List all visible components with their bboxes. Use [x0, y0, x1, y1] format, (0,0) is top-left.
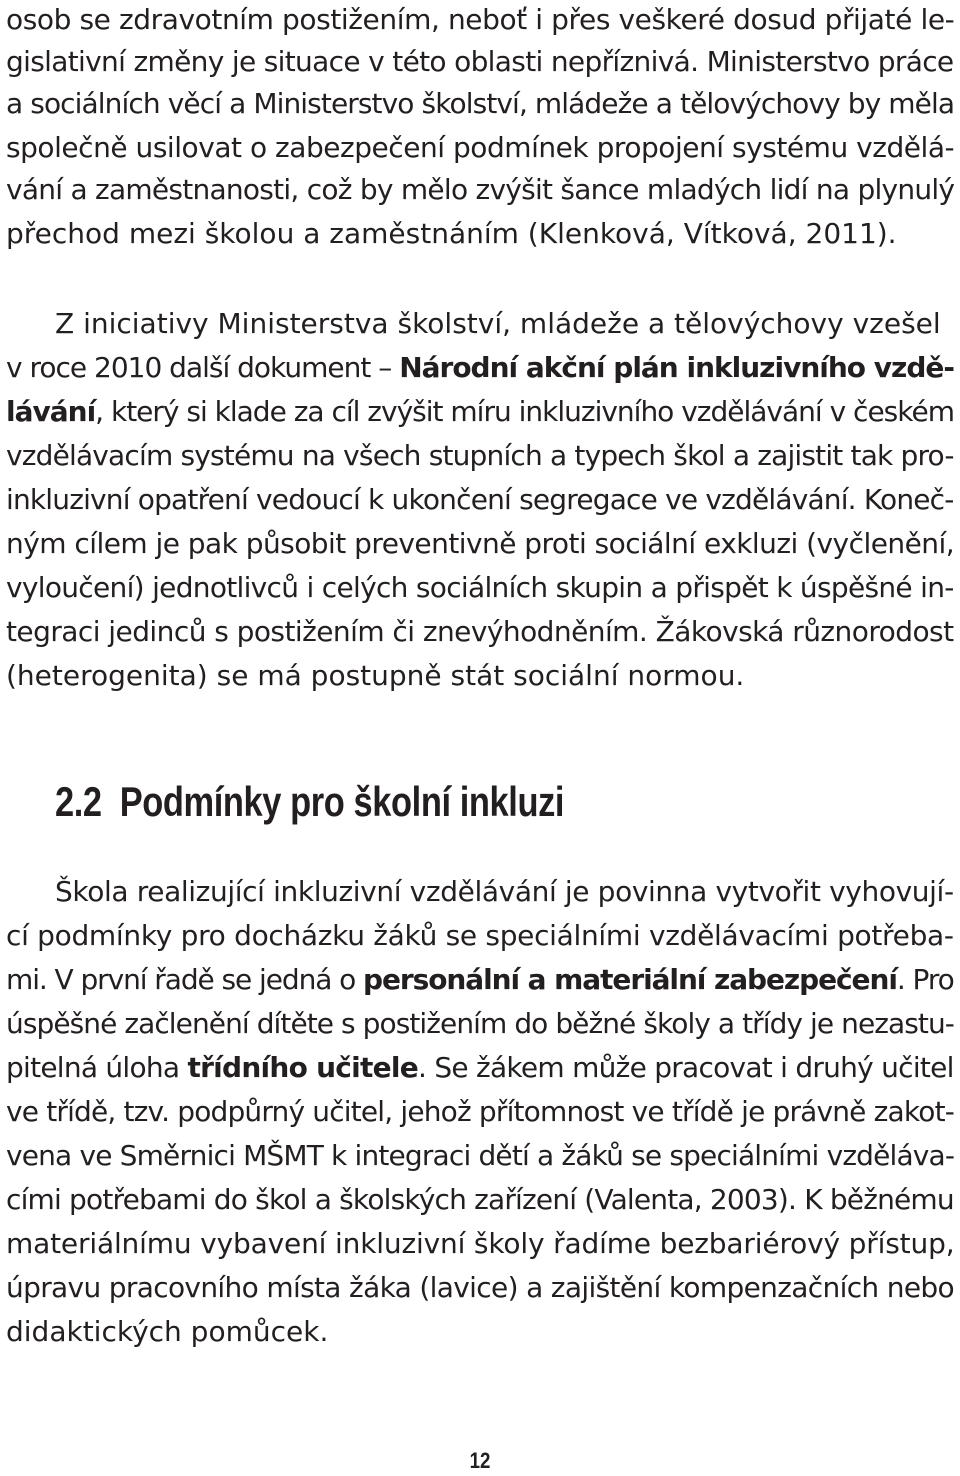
text-span: . Pro	[896, 963, 954, 996]
text-span: společně usilovat o zabezpečení podmínek propojení systému vzdělá-	[6, 131, 955, 164]
text-line	[6, 1094, 954, 1130]
text-span: vzdělávacím systému na všech stupních a typech škol a zajistit tak pro-	[6, 439, 954, 472]
text-span: vání a zaměstnanosti, což by mělo zvýšit šance mladých lidí na plynulý	[6, 173, 955, 206]
text-span: Z iniciativy Ministerstva školství, mládeže a tělovýchovy vzešel	[55, 307, 941, 340]
text-span: úspěšné začlenění dítěte s postižením do běžné školy a třídy je nezastu-	[6, 1007, 954, 1040]
text-line	[55, 874, 954, 910]
page-number: 12	[469, 1448, 491, 1473]
bold-term: lávání	[6, 395, 96, 428]
text-line	[6, 482, 954, 518]
bold-term: personální a materiální zabezpečení	[363, 963, 897, 996]
text-line	[6, 1138, 954, 1174]
section-number: 2.2	[55, 778, 102, 825]
text-span: cí podmínky pro docházku žáků se speciálními vzdělávacími potřeba-	[6, 919, 954, 952]
text-line	[6, 2, 954, 38]
text-span: cími potřebami do škol a školských zařízení (Valenta, 2003). K běžnému	[6, 1183, 954, 1216]
text-line	[6, 1226, 954, 1262]
text-span: . Se žákem může pracovat i druhý učitel	[418, 1051, 954, 1084]
text-line	[6, 216, 954, 252]
text-span: mi. V první řadě se jedná o	[6, 963, 364, 996]
text-line	[6, 918, 954, 954]
text-span: (heterogenita) se má postupně stát sociální normou.	[6, 659, 745, 692]
text-line	[6, 1314, 954, 1350]
text-line	[6, 570, 954, 606]
text-line	[6, 614, 954, 650]
text-span: vena ve Směrnici MŠMT k integraci dětí a žáků se speciálními vzděláva-	[6, 1139, 955, 1172]
text-line	[6, 658, 954, 694]
text-span: a sociálních věcí a Ministerstvo školství, mládeže a tělovýchovy by měla	[6, 87, 955, 120]
section-title: Podmínky pro školní inkluzi	[119, 778, 565, 825]
text-span: materiálnímu vybavení inkluzivní školy řadíme bezbariérový přístup,	[6, 1227, 955, 1260]
text-span: v roce 2010 další dokument –	[6, 351, 400, 384]
text-span: vyloučení) jednotlivců i celých sociálních skupin a přispět k úspěšné in-	[6, 571, 954, 604]
text-line	[6, 526, 954, 562]
text-span: inkluzivní opatření vedoucí k ukončení segregace ve vzdělávání. Koneč-	[6, 483, 954, 516]
text-line	[6, 1006, 954, 1042]
bold-term: Národní akční plán inkluzivního vzdě-	[399, 351, 954, 384]
bold-term: třídního učitele	[187, 1051, 419, 1084]
text-line	[6, 1270, 954, 1306]
text-line	[6, 1050, 954, 1086]
text-line	[6, 1182, 954, 1218]
text-span: ným cílem je pak působit preventivně proti sociální exkluzi (vyčlenění,	[6, 527, 955, 560]
text-line	[6, 350, 954, 386]
text-span: ve třídě, tzv. podpůrný učitel, jehož přítomnost ve třídě je právně zakot-	[6, 1095, 954, 1128]
text-span: úpravu pracovního místa žáka (lavice) a zajištění kompenzačních nebo	[6, 1271, 954, 1304]
text-line	[6, 394, 954, 430]
text-span: pitelná úloha	[6, 1051, 188, 1084]
text-span: přechod mezi školou a zaměstnáním (Klenková, Vítková, 2011).	[6, 217, 897, 250]
text-line	[6, 44, 954, 80]
text-span: gislativní změny je situace v této oblasti nepříznivá. Ministerstvo práce	[6, 45, 954, 78]
text-line	[6, 962, 954, 998]
section-heading	[55, 772, 564, 832]
text-span: didaktických pomůcek.	[6, 1315, 329, 1348]
text-span: , který si klade za cíl zvýšit míru inkluzivního vzdělávání v českém	[95, 395, 954, 428]
text-line	[6, 172, 954, 208]
text-span: tegraci jedinců s postižením či znevýhodněním. Žákovská různorodost	[6, 615, 954, 648]
text-line	[55, 306, 954, 342]
text-line	[6, 130, 954, 166]
text-line	[6, 86, 954, 122]
text-span: osob se zdravotním postižením, neboť i přes veškeré dosud přijaté le-	[6, 3, 955, 36]
text-line	[6, 438, 954, 474]
text-span: Škola realizující inkluzivní vzdělávání je povinna vytvořit vyhovují-	[55, 875, 954, 908]
